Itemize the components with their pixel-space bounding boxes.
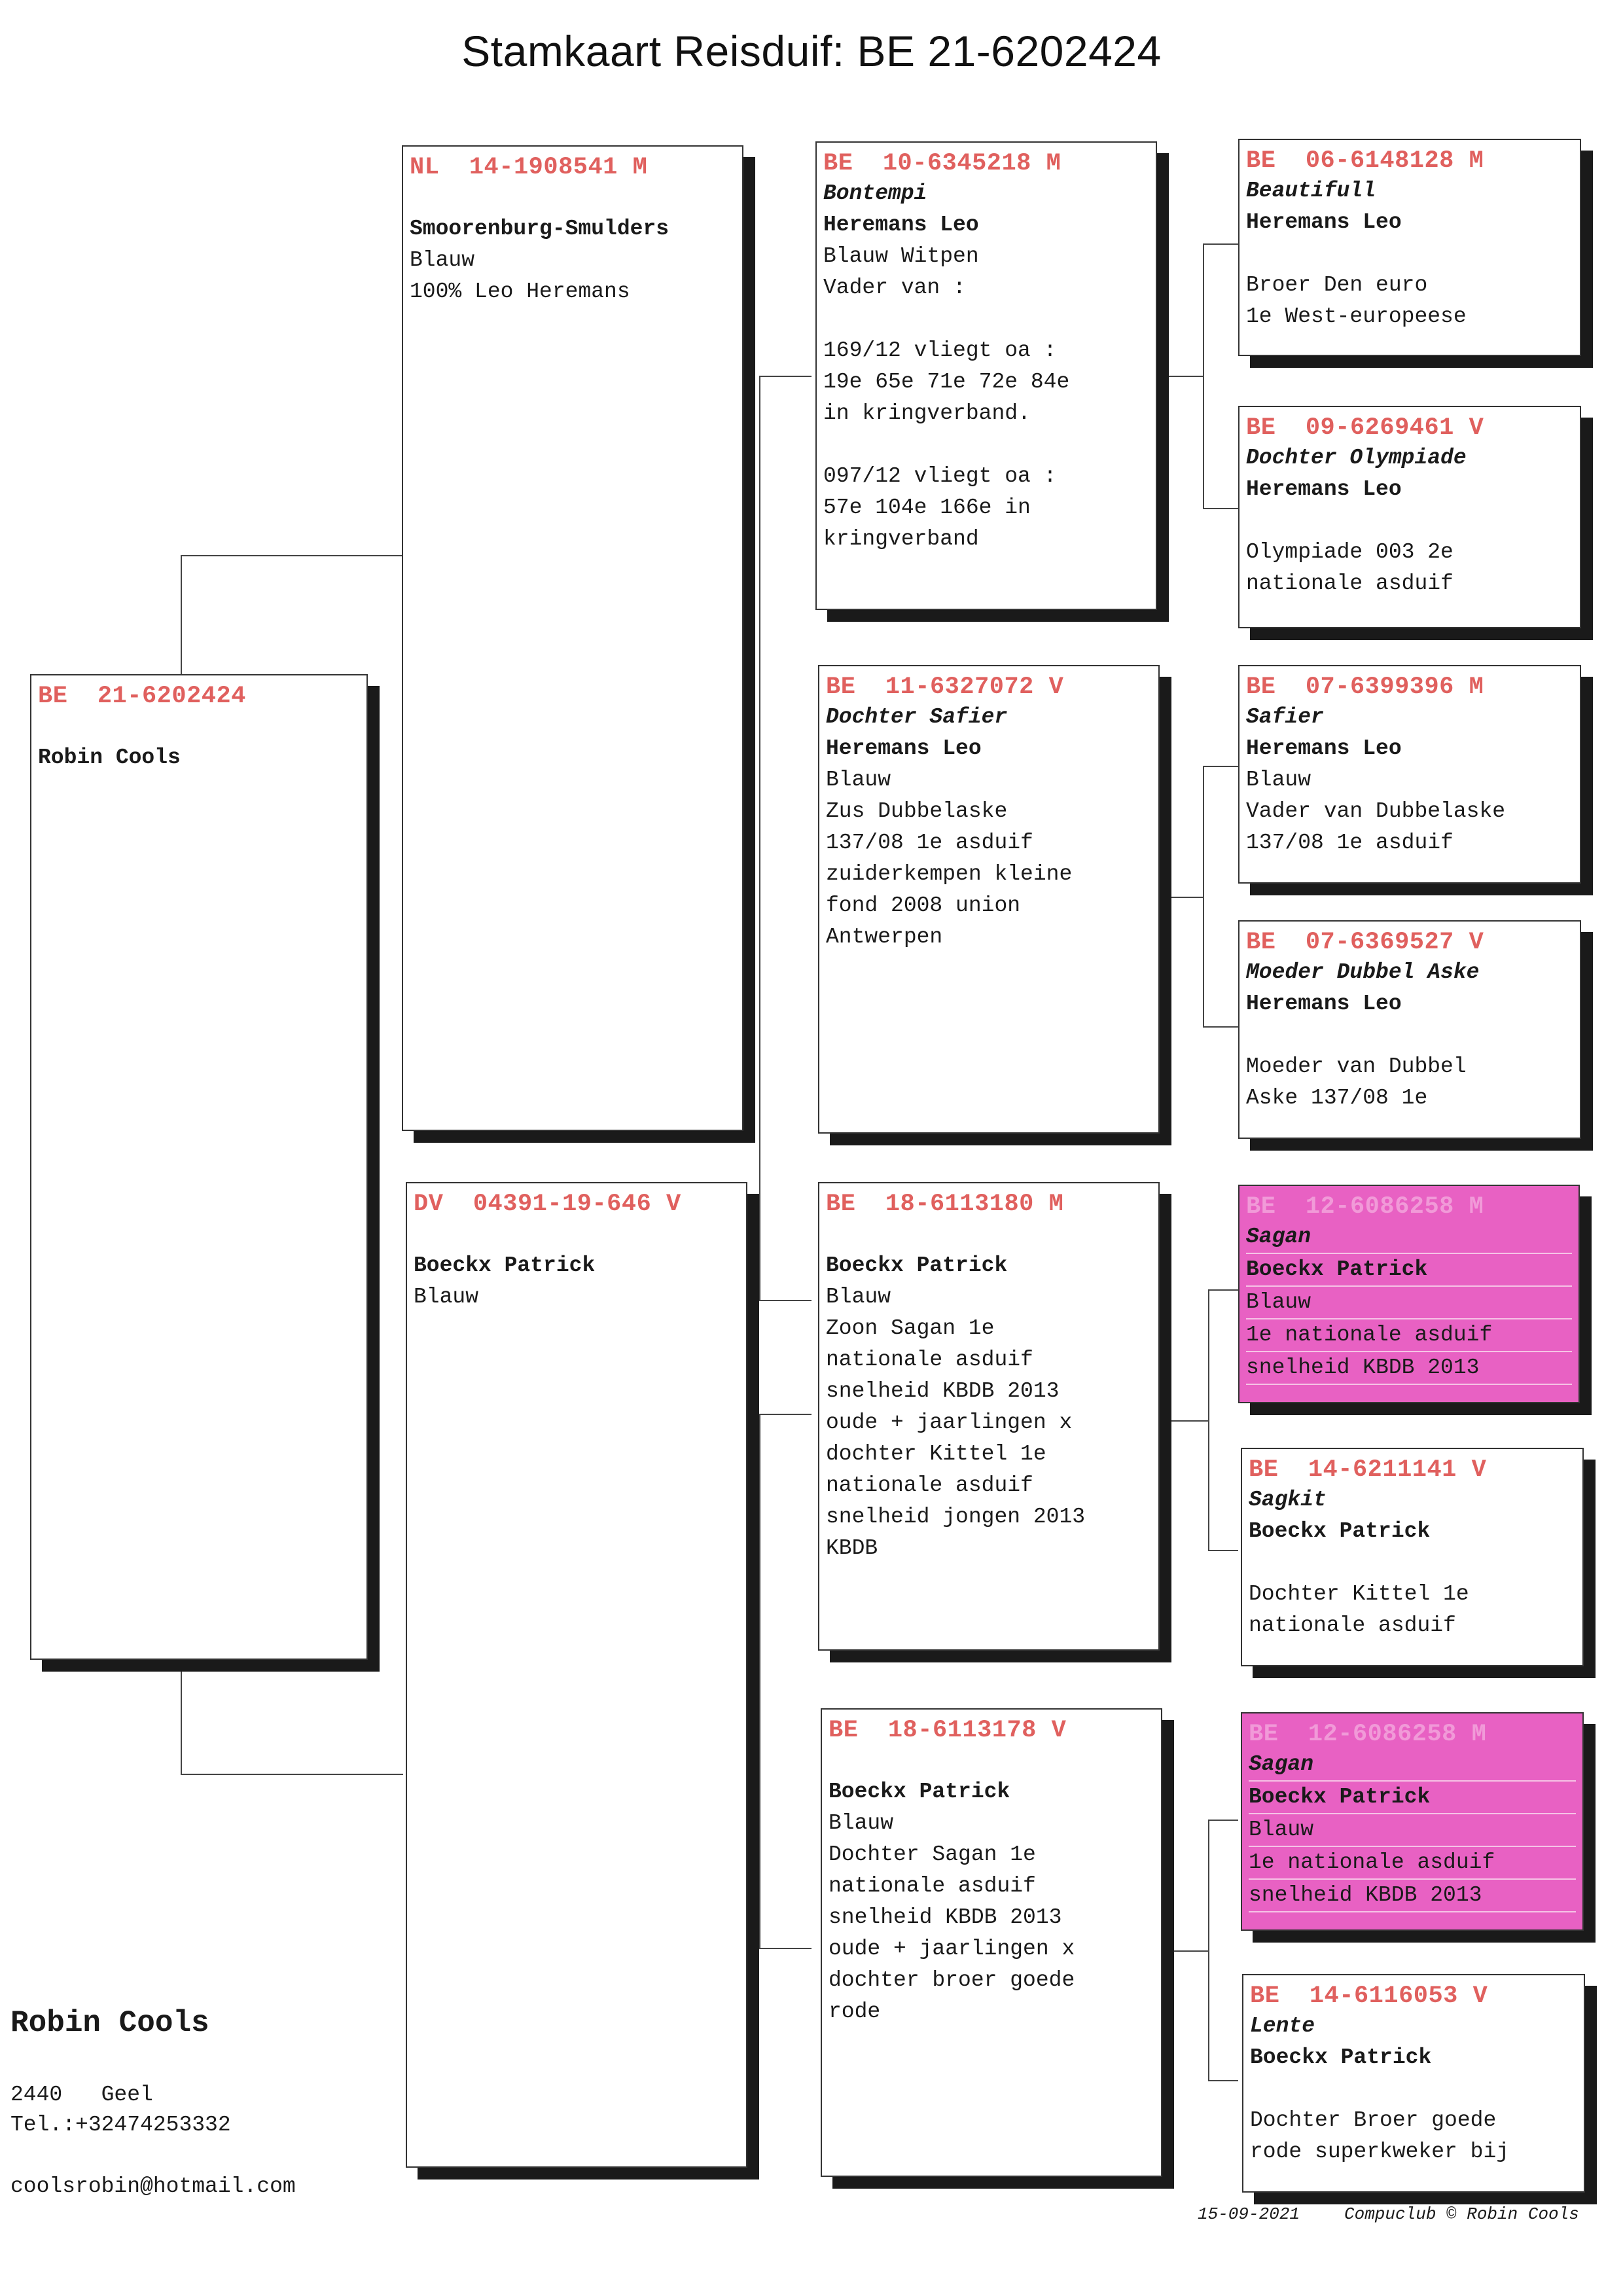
ring-sex: M	[1471, 1721, 1487, 1748]
pigeon-info-line: Blauw	[414, 1285, 479, 1309]
pigeon-name	[410, 182, 736, 213]
pigeon-info-line: Blauw	[1249, 1814, 1576, 1847]
spacer	[823, 304, 1149, 335]
pigeon-info-line: zuiderkempen kleine	[826, 862, 1073, 886]
pigeon-info-line: Dochter Kittel 1e	[1249, 1582, 1469, 1606]
pigeon-name	[38, 711, 360, 742]
ring-header	[1250, 1982, 1577, 2011]
ring-sex: M	[1469, 147, 1484, 175]
pigeon-info-line: 137/08 1e asduif	[1246, 831, 1454, 855]
pedigree-box-dds	[1241, 1712, 1584, 1931]
ring-header	[1249, 1456, 1576, 1484]
connector-ds-stub	[1171, 1420, 1208, 1422]
pigeon-name: Dochter Safier	[826, 705, 1008, 729]
pigeon-info-line: Blauw	[826, 768, 891, 792]
pigeon-info-line: kringverband	[823, 527, 979, 551]
spacer	[1246, 505, 1573, 537]
pigeon-owner: Smoorenburg-Smulders	[410, 217, 669, 241]
pigeon-info-line: Vader van :	[823, 276, 966, 300]
pigeon-owner: Boeckx Patrick	[829, 1780, 1010, 1804]
pigeon-info-line: 1e nationale asduif	[1249, 1847, 1576, 1880]
pigeon-name: Sagkit	[1249, 1488, 1327, 1512]
pigeon-info-line: Dochter Sagan 1e	[829, 1842, 1036, 1867]
ring-sex: V	[1471, 1456, 1487, 1484]
ring-sex: V	[1472, 1982, 1488, 2010]
pedigree-box-sds	[1238, 665, 1581, 884]
pedigree-box-ssd	[1238, 406, 1581, 628]
pedigree-box-ss	[815, 141, 1157, 610]
pigeon-name: Sagan	[1249, 1749, 1576, 1782]
ring-number: 06-6148128	[1305, 147, 1454, 175]
pigeon-info-line: oude + jaarlingen x	[826, 1410, 1073, 1435]
ring-number: 14-6116053	[1309, 1982, 1458, 2010]
spacer	[1246, 1020, 1573, 1051]
pigeon-info-line: 19e 65e 71e 72e 84e	[823, 370, 1070, 394]
ring-header	[1246, 928, 1573, 957]
pigeon-name: Safier	[1246, 705, 1324, 729]
pigeon-info-line: Antwerpen	[826, 925, 943, 949]
pigeon-owner: Heremans Leo	[823, 213, 979, 237]
connector-dd	[1208, 1820, 1238, 2081]
ring-country: BE	[1246, 929, 1276, 956]
ring-header	[1246, 673, 1573, 702]
ring-country: BE	[1246, 1193, 1276, 1221]
ring-header	[414, 1190, 740, 1219]
ring-sex: V	[1469, 414, 1484, 442]
pigeon-info-line: Dochter Broer goede	[1250, 2108, 1497, 2132]
spacer	[1246, 238, 1573, 270]
pigeon-name: Beautifull	[1246, 179, 1376, 203]
ring-header	[829, 1716, 1154, 1745]
ring-country: BE	[829, 1717, 859, 1744]
pigeon-owner: Robin Cools	[38, 745, 181, 770]
ring-sex: M	[1048, 1191, 1064, 1218]
pigeon-name	[414, 1219, 740, 1250]
pedigree-box-sdd	[1238, 920, 1581, 1139]
pigeon-info-line: rode	[829, 2000, 881, 2024]
pigeon-owner: Heremans Leo	[826, 736, 982, 761]
breeder-phone: Tel.:+32474253332	[10, 2113, 231, 2137]
pigeon-info-line: Blauw	[829, 1811, 894, 1835]
pigeon-owner: Boeckx Patrick	[1250, 2045, 1432, 2070]
ring-country: BE	[38, 683, 68, 710]
ring-number: 12-6086258	[1308, 1721, 1457, 1748]
pigeon-name: Bontempi	[823, 181, 927, 206]
ring-sex: V	[666, 1191, 681, 1218]
pedigree-box-ddd	[1242, 1974, 1585, 2193]
footer-credit: Compuclub © Robin Cools	[1344, 2204, 1579, 2224]
pedigree-box-ds	[818, 1182, 1160, 1651]
pedigree-box-dd	[821, 1708, 1162, 2177]
pedigree-box-dsd	[1241, 1448, 1584, 1666]
pigeon-info-line: Blauw	[826, 1285, 891, 1309]
ring-country: DV	[414, 1191, 444, 1218]
pigeon-info-line: snelheid KBDB 2013	[1246, 1352, 1572, 1385]
connector-ss	[1203, 243, 1238, 509]
pigeon-info-line: 57e 104e 166e in	[823, 495, 1031, 520]
ring-country: BE	[1246, 147, 1276, 175]
spacer	[1249, 1547, 1576, 1579]
ring-number: 14-6211141	[1308, 1456, 1457, 1484]
ring-country: BE	[826, 673, 856, 701]
pedigree-box-sss	[1238, 139, 1581, 356]
pigeon-info-line: fond 2008 union	[826, 893, 1021, 918]
pigeon-info-line: Zoon Sagan 1e	[826, 1316, 995, 1340]
ring-number: 12-6086258	[1305, 1193, 1454, 1221]
pigeon-info-line: 1e nationale asduif	[1246, 1319, 1572, 1352]
ring-country: BE	[1246, 414, 1276, 442]
pedigree-box-sire	[402, 145, 743, 1131]
pigeon-owner: Heremans Leo	[1246, 736, 1402, 761]
pigeon-info-line: 137/08 1e asduif	[826, 831, 1033, 855]
pigeon-info-line: oude + jaarlingen x	[829, 1937, 1075, 1961]
ring-header	[823, 149, 1149, 178]
pigeon-owner: Boeckx Patrick	[1249, 1782, 1576, 1814]
pigeon-info-line: dochter broer goede	[829, 1968, 1075, 1992]
pigeon-name: Dochter Olympiade	[1246, 446, 1467, 470]
pigeon-info-line: Blauw	[1246, 1287, 1572, 1319]
ring-header	[38, 682, 360, 711]
connector-ss-stub	[1169, 376, 1203, 377]
pigeon-info-line: KBDB	[826, 1536, 878, 1560]
ring-country: BE	[1249, 1721, 1279, 1748]
connector-sd	[1203, 766, 1238, 1028]
pedigree-box-dss	[1238, 1185, 1580, 1403]
pigeon-info-line: Zus Dubbelaske	[826, 799, 1008, 823]
pigeon-name	[826, 1219, 1152, 1250]
ring-header	[826, 673, 1152, 702]
pigeon-info-line: Blauw Witpen	[823, 244, 979, 268]
ring-number: 04391-19-646	[473, 1191, 652, 1218]
ring-number: 07-6399396	[1305, 673, 1454, 701]
pigeon-owner: Heremans Leo	[1246, 477, 1402, 501]
ring-number: 14-1908541	[469, 154, 618, 181]
breeder-name: Robin Cools	[10, 2006, 209, 2040]
pigeon-info-line: snelheid jongen 2013	[826, 1505, 1086, 1529]
ring-number: 11-6327072	[885, 673, 1034, 701]
pigeon-info-line: 097/12 vliegt oa :	[823, 464, 1057, 488]
pigeon-info-line: Blauw	[1246, 768, 1311, 792]
pigeon-owner: Heremans Leo	[1246, 992, 1402, 1016]
connector-sire	[759, 376, 812, 1301]
pigeon-info-line: nationale asduif	[1249, 1613, 1456, 1638]
pigeon-info-line: snelheid KBDB 2013	[829, 1905, 1062, 1929]
pigeon-owner: Boeckx Patrick	[414, 1253, 596, 1278]
ring-country: BE	[823, 150, 853, 177]
ring-number: 07-6369527	[1305, 929, 1454, 956]
ring-header	[1249, 1720, 1576, 1749]
pigeon-owner: Boeckx Patrick	[1246, 1254, 1572, 1287]
connector-sd-stub	[1169, 897, 1203, 898]
pigeon-name	[829, 1745, 1154, 1776]
pedigree-box-dam	[406, 1182, 747, 2168]
spacer	[823, 429, 1149, 461]
footer-date: 15-09-2021	[1198, 2204, 1300, 2224]
pedigree-box-root	[30, 674, 368, 1660]
pigeon-info-line: dochter Kittel 1e	[826, 1442, 1046, 1466]
page-title: Stamkaart Reisduif: BE 21-6202424	[461, 27, 1162, 75]
ring-country: BE	[826, 1191, 856, 1218]
ring-sex: M	[1469, 1193, 1484, 1221]
pigeon-info-line: rode superkweker bij	[1250, 2140, 1510, 2164]
pigeon-owner: Boeckx Patrick	[826, 1253, 1008, 1278]
ring-sex: M	[1046, 150, 1061, 177]
ring-country: BE	[1249, 1456, 1279, 1484]
pigeon-info-line: in kringverband.	[823, 401, 1031, 425]
ring-number: 18-6113180	[885, 1191, 1034, 1218]
pigeon-owner: Boeckx Patrick	[1249, 1519, 1431, 1543]
pigeon-info-line: Aske 137/08 1e	[1246, 1086, 1428, 1110]
pigeon-info-line: nationale asduif	[829, 1874, 1036, 1898]
pigeon-info-line: Vader van Dubbelaske	[1246, 799, 1506, 823]
pigeon-info-line: snelheid KBDB 2013	[1249, 1880, 1576, 1912]
ring-country: BE	[1246, 673, 1276, 701]
pigeon-info-line: nationale asduif	[1246, 571, 1454, 596]
pigeon-info-line: 169/12 vliegt oa :	[823, 338, 1057, 363]
ring-header	[410, 153, 736, 182]
pigeon-owner: Heremans Leo	[1246, 210, 1402, 234]
spacer	[1250, 2073, 1577, 2105]
pigeon-info-line: snelheid KBDB 2013	[826, 1379, 1060, 1403]
ring-sex: V	[1048, 673, 1064, 701]
connector-dam	[759, 1414, 812, 1949]
pigeon-info-line: Olympiade 003 2e	[1246, 540, 1454, 564]
pedigree-box-sd	[818, 665, 1160, 1134]
pigeon-info-line: Moeder van Dubbel	[1246, 1054, 1467, 1079]
ring-country: NL	[410, 154, 440, 181]
connector-dd-stub	[1171, 1950, 1208, 1952]
breeder-address: 2440 Geel	[10, 2083, 153, 2107]
pigeon-name: Moeder Dubbel Aske	[1246, 960, 1480, 984]
ring-header	[826, 1190, 1152, 1219]
breeder-email: coolsrobin@hotmail.com	[10, 2174, 296, 2198]
ring-number: 09-6269461	[1305, 414, 1454, 442]
pigeon-info-line: Blauw	[410, 248, 475, 272]
ring-sex: M	[632, 154, 648, 181]
ring-sex: V	[1469, 929, 1484, 956]
pigeon-info-line: 100% Leo Heremans	[410, 279, 630, 304]
ring-header	[1246, 147, 1573, 175]
connector-ds	[1208, 1289, 1238, 1551]
pigeon-info-line: nationale asduif	[826, 1348, 1033, 1372]
pigeon-name: Lente	[1250, 2014, 1315, 2038]
pigeon-name: Sagan	[1246, 1221, 1572, 1254]
pigeon-info-line: 1e West-europeese	[1246, 304, 1467, 329]
ring-header	[1246, 1193, 1572, 1221]
ring-number: 18-6113178	[887, 1717, 1037, 1744]
ring-sex: M	[1469, 673, 1484, 701]
pigeon-info-line: nationale asduif	[826, 1473, 1033, 1498]
ring-number: 21-6202424	[97, 683, 246, 710]
ring-header	[1246, 414, 1573, 442]
ring-country: BE	[1250, 1982, 1280, 2010]
ring-number: 10-6345218	[882, 150, 1031, 177]
pigeon-info-line: Broer Den euro	[1246, 273, 1428, 297]
ring-sex: V	[1051, 1717, 1067, 1744]
